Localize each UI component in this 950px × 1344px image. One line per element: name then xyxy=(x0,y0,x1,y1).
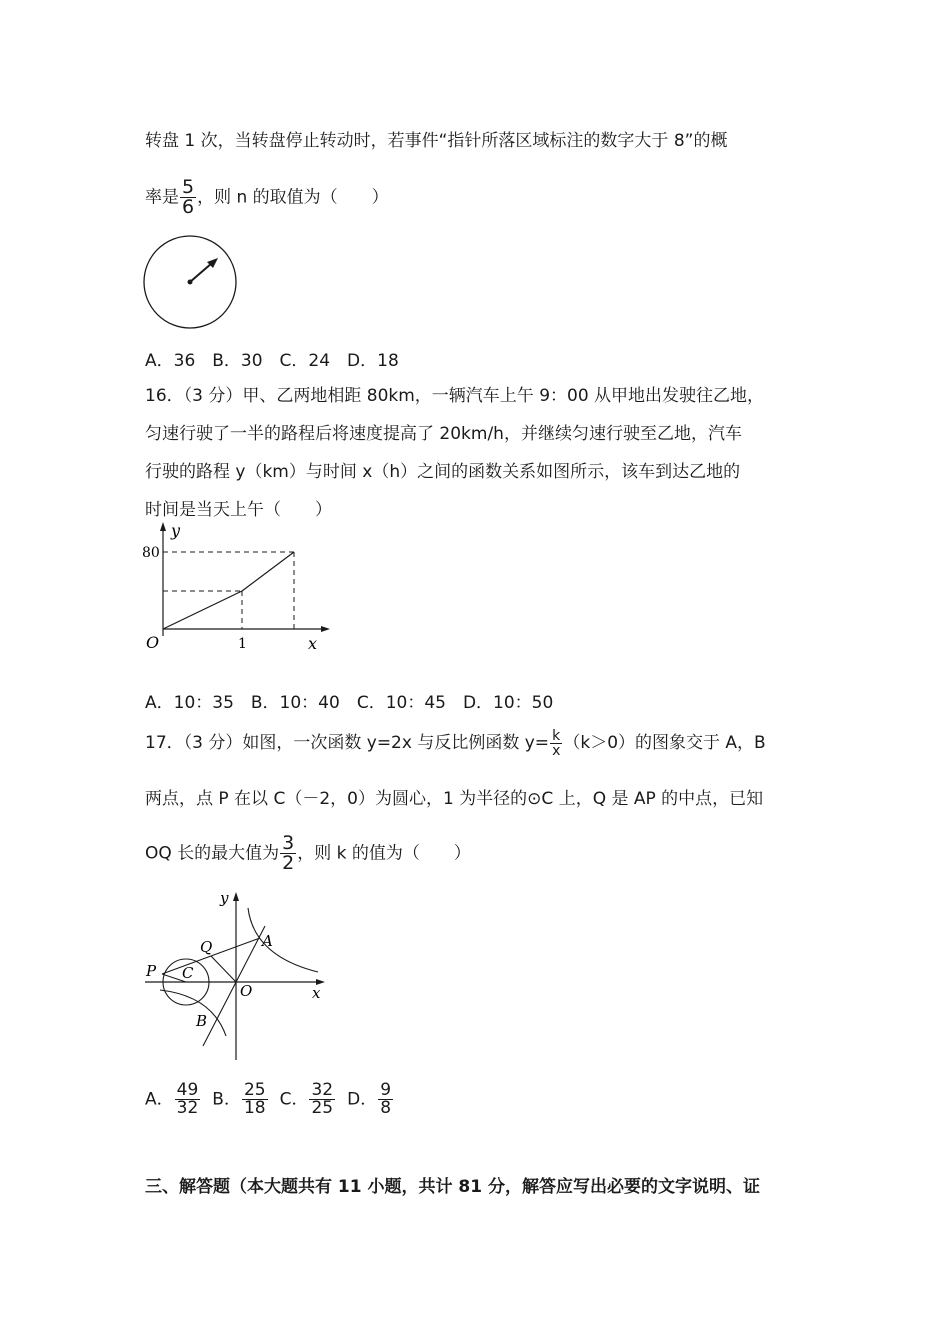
q17-option-a-den: 32 xyxy=(176,1098,199,1118)
q17-line1-pre: 17．（3 分）如图，一次函数 y=2x 与反比例函数 y= xyxy=(145,733,550,753)
q16-x-tick-1: 1 xyxy=(238,636,247,652)
q17-label-c: C xyxy=(182,964,194,982)
q17-text-line2: 两点，点 P 在以 C（－2，0）为圆心，1 为半径的⊙C 上，Q 是 AP 的中点，已知 xyxy=(145,789,764,809)
q17-option-b-num: 25 xyxy=(243,1080,266,1100)
q17-line1-post: （k＞0）的图象交于 A，B xyxy=(563,733,766,753)
q17-option-a-num: 49 xyxy=(176,1080,199,1100)
q15-frac-den: 6 xyxy=(182,196,195,218)
q15-options: A．36 B．30 C．24 D．18 xyxy=(145,351,399,371)
q16-distance-time-graph xyxy=(140,518,340,658)
q17-segment-oq xyxy=(211,956,236,982)
q16-options: A．10：35 B．10：40 C．10：45 D．10：50 xyxy=(145,693,554,713)
q16-segment-2 xyxy=(242,552,294,591)
q17-label-p: P xyxy=(146,962,157,980)
q17-option-d-den: 8 xyxy=(380,1098,392,1118)
q17-text-line1 xyxy=(145,728,766,758)
q17-option-d-label: D． xyxy=(347,1089,378,1110)
q17-label-q: Q xyxy=(200,938,213,956)
q17-label-a: A xyxy=(262,932,273,950)
q16-x-axis-arrow-icon xyxy=(321,626,330,632)
q17-option-c-num: 32 xyxy=(311,1080,334,1100)
q17-option-b-den: 18 xyxy=(243,1098,266,1118)
q17-option-d-num: 9 xyxy=(380,1080,392,1100)
q17-option-d-fraction xyxy=(378,1082,393,1117)
q17-hyperbola-first-quadrant xyxy=(248,908,318,972)
q17-frac2-den: 2 xyxy=(282,852,295,874)
q16-text-line3: 行驶的路程 y（km）与时间 x（h）之间的函数关系如图所示，该车到达乙地的 xyxy=(145,462,741,482)
q17-max-fraction xyxy=(280,834,296,873)
q16-y-tick-80: 80 xyxy=(142,545,160,561)
q15-probability-fraction xyxy=(180,178,196,217)
q17-option-b-label: B． xyxy=(212,1089,241,1110)
q17-kx-fraction xyxy=(550,729,562,758)
q17-line3-pre: OQ 长的最大值为 xyxy=(145,843,280,864)
q15-spinner-figure xyxy=(140,234,240,334)
q16-text-line1: 16．（3 分）甲、乙两地相距 80km，一辆汽车上午 9：00 从甲地出发驶往乙地， xyxy=(145,386,765,406)
q17-geometry-figure xyxy=(140,886,340,1066)
q17-option-c-den: 25 xyxy=(311,1098,334,1118)
q17-option-c-label: C． xyxy=(279,1089,309,1110)
q17-option-b-fraction xyxy=(242,1082,268,1117)
q15-text-line2 xyxy=(145,178,389,217)
q17-label-y: y xyxy=(220,889,229,907)
q15-line2-post: ，则 n 的取值为（ ） xyxy=(197,187,389,208)
q15-frac-num: 5 xyxy=(182,176,195,198)
spinner-pointer xyxy=(190,263,212,282)
q16-text-line2: 匀速行驶了一半的路程后将速度提高了 20km/h，并继续匀速行驶至乙地，汽车 xyxy=(145,424,742,444)
q17-label-o: O xyxy=(240,982,253,1000)
q15-text-line1: 转盘 1 次，当转盘停止转动时，若事件“指针所落区域标注的数字大于 8”的概 xyxy=(145,131,728,151)
q16-segment-1 xyxy=(163,591,242,629)
q16-text-line4: 时间是当天上午（ ） xyxy=(145,500,332,520)
q16-x-label: x xyxy=(308,634,318,653)
q17-frac2-num: 3 xyxy=(282,832,295,854)
q17-line3-post: ，则 k 的值为（ ） xyxy=(297,843,471,864)
q17-label-x: x xyxy=(312,984,321,1002)
q17-text-line3 xyxy=(145,834,471,873)
q17-option-a-fraction xyxy=(175,1082,201,1117)
q17-options xyxy=(145,1082,394,1117)
q15-line2-pre: 率是 xyxy=(145,187,179,208)
q17-label-b: B xyxy=(196,1012,208,1030)
q17-frac-den: x xyxy=(552,742,561,759)
q17-option-c-fraction xyxy=(309,1082,335,1117)
q16-y-label: y xyxy=(171,521,181,540)
q16-origin-label: O xyxy=(146,633,160,652)
q17-y-axis-arrow-icon xyxy=(233,892,239,901)
q17-option-a-label: A． xyxy=(145,1089,174,1110)
q16-y-axis-arrow-icon xyxy=(160,522,166,531)
section3-heading: 三、解答题（本大题共有 11 小题，共计 81 分，解答应写出必要的文字说明、证 xyxy=(145,1177,760,1197)
q17-hyperbola-third-quadrant xyxy=(160,990,226,1036)
q17-frac-num: k xyxy=(550,729,562,744)
